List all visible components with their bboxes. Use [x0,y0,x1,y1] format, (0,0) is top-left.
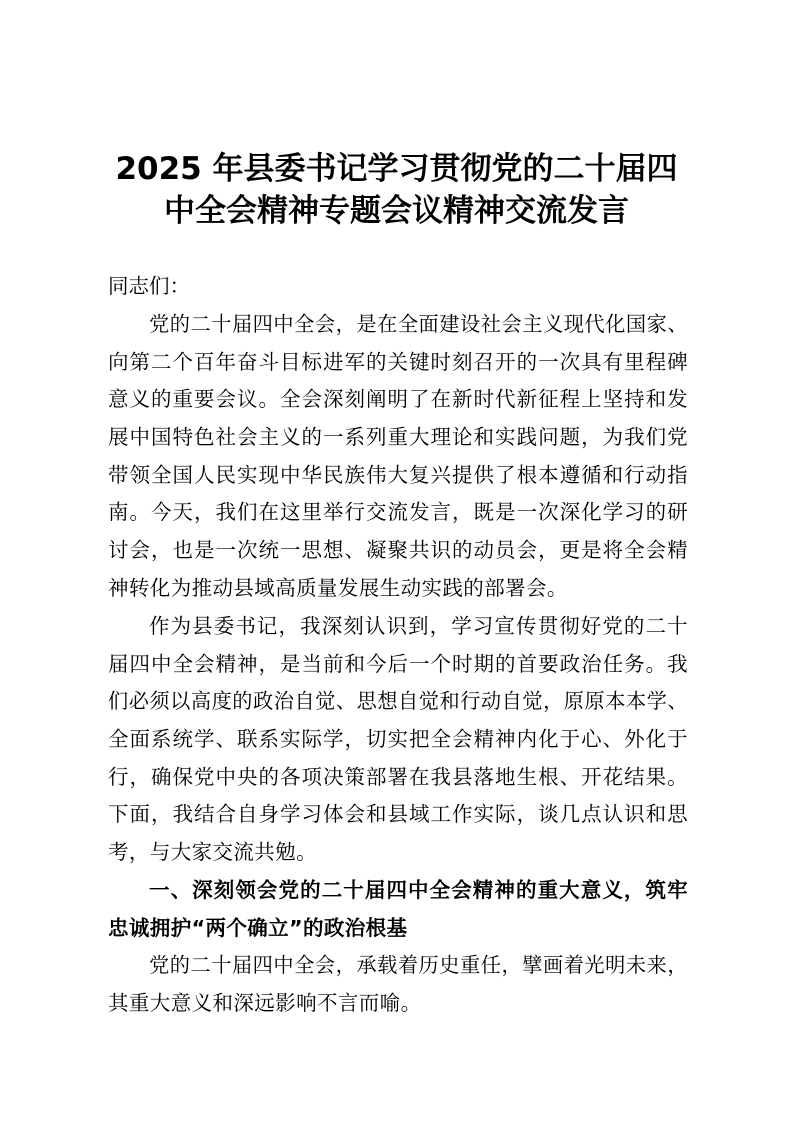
paragraph-line: 党的二十届四中全会，承载着历史重任，擘画着光明未来， [149,953,688,977]
paragraph-line: 全面系统学、联系实际学，切实把全会精神内化于心、外化于 [108,727,688,752]
paragraph-line: 下面，我结合自身学习体会和县域工作实际，谈几点认识和思 [108,802,688,827]
paragraph-line: 意义的重要会议。全会深刻阐明了在新时代新征程上坚持和发 [108,387,688,412]
salutation: 同志们： [108,274,190,298]
paragraph-line: 考，与大家交流共勉。 [108,840,317,865]
paragraph-line: 南。今天，我们在这里举行交流发言，既是一次深化学习的研 [108,500,688,525]
paragraph-line: 带领全国人民实现中华民族伟大复兴提供了根本遵循和行动指 [108,462,688,487]
paragraph-line: 作为县委书记，我深刻认识到，学习宣传贯彻好党的二十 [149,614,688,638]
paragraph-2 [108,608,688,872]
document-title [100,148,693,232]
heading-line: 一、深刻领会党的二十届四中全会精神的重大意义，筑牢 [149,878,688,902]
paragraph-line: 展中国特色社会主义的一系列重大理论和实践问题，为我们党 [108,425,688,450]
paragraph-3 [108,947,688,1022]
paragraph-line: 讨会，也是一次统一思想、凝聚共识的动员会，更是将全会精 [108,538,688,563]
title-line-2: 中全会精神专题会议精神交流发言 [164,193,629,229]
heading-line: 忠诚拥护“两个确立”的政治根基 [108,915,408,940]
paragraph-line: 神转化为推动县域高质量发展生动实践的部署会。 [108,575,568,600]
paragraph-line: 们必须以高度的政治自觉、思想自觉和行动自觉，原原本本学、 [108,689,688,714]
paragraph-line: 行，确保党中央的各项决策部署在我县落地生根、开花结果。 [108,764,688,789]
paragraph-line: 其重大意义和深远影响不言而喻。 [108,990,422,1015]
paragraph-1 [108,306,688,608]
section-heading-1 [108,872,688,947]
paragraph-line: 党的二十届四中全会，是在全面建设社会主义现代化国家、 [149,312,688,336]
title-line-1: 2025 年县委书记学习贯彻党的二十届四 [115,151,678,187]
paragraph-line: 向第二个百年奋斗目标进军的关键时刻召开的一次具有里程碑 [108,349,688,374]
paragraph-line: 届四中全会精神，是当前和今后一个时期的首要政治任务。我 [108,651,688,676]
